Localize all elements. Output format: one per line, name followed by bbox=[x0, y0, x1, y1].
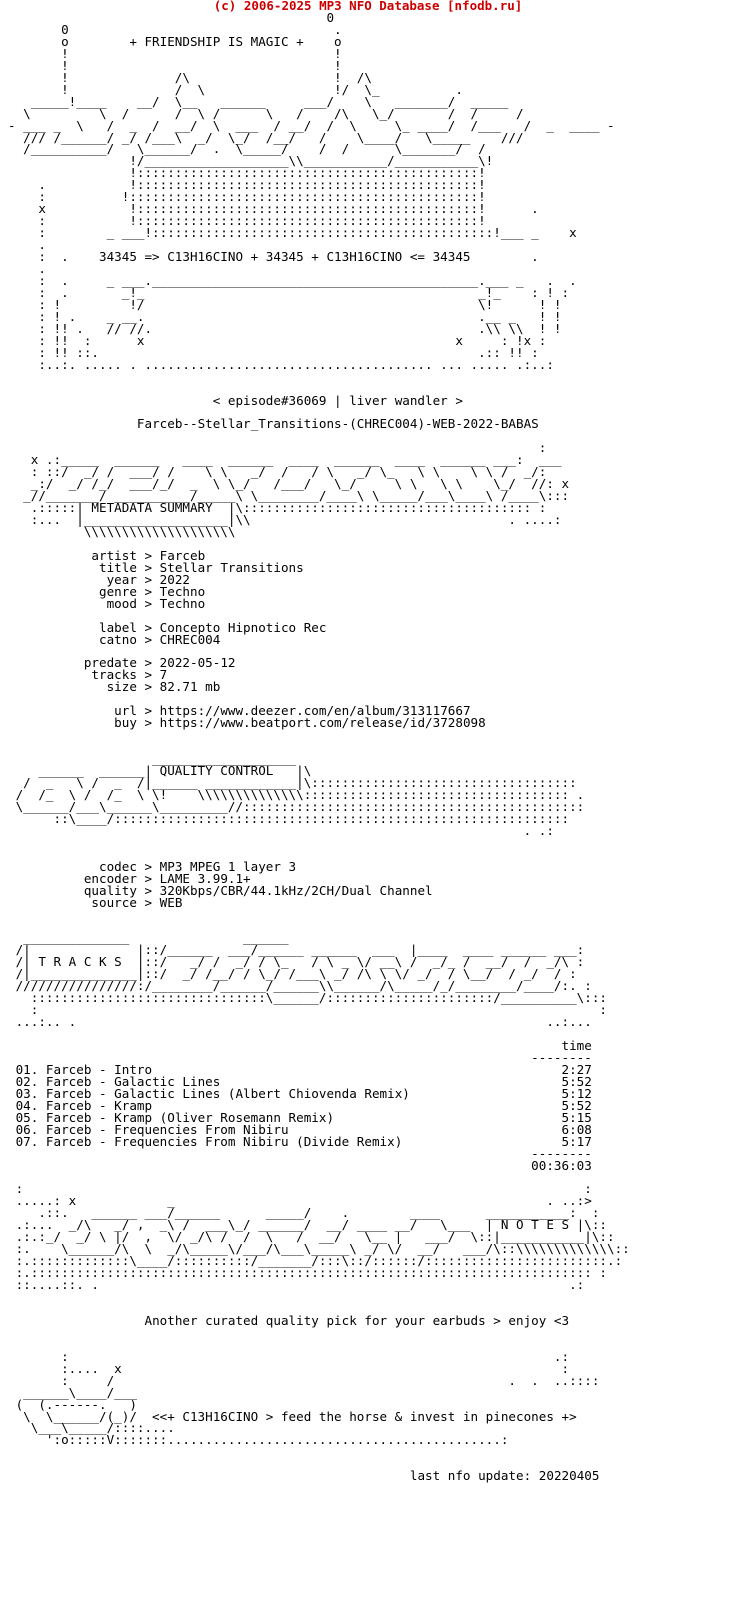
qc-encoder-value: LAME 3.99.1+ bbox=[159, 870, 251, 886]
meta-year-value: 2022 bbox=[159, 571, 190, 587]
track-duration: 5:52 bbox=[561, 1073, 592, 1089]
qc-quality-value: 320Kbps/CBR/44.1kHz/2CH/Dual Channel bbox=[159, 882, 433, 898]
nfo-document: 0 0 . o + FRIENDSHIP IS MAGIC + o ! ! ! ! ! /\ ! /\ ! / \ !/ \_ . _____!____ __/ \__ ______ ___/ \ _______/ _____ \ \ / / \ / \ / /\ \_/ / / / - ___ _ \ / _ / __/ \ ___ / __/ / \ \_ ____/ /___ / _ ____ - /// /______/ _/ /___\ _/ \_/ /__/ / \____/ \_____ /// /__________/ \______/ . \_____/ / / \_______/ / !/___________________\\___________/___________\! !:::::::::::::::::::::::::::::::::::::::::::::! . !:::::::::::::::::::::::::::::::::::::::::::::! : !::::::::::::::::::::::::::::::::::::::::::::::! x !:::::::::::::::::::::::::::::::::::::::::::::! . : !:::::::::::::::::::::::::::::::::::::::::::::! : _ ___!:::::::::::::::::::::::::::::::::::::::::::::!___ _ x . : . 34345 => C13H16CINO + 34345 + C13H16CINO <= 34345 . . : . _ ___.___________________________________________.___ _ . . : . _!_ _!_ : ! : : ! !/ \! ! ! : ! . _ __. .__ _ ! ! : !! . // //. .\\ \\ ! ! : !! : x x : !x : : !! ::. .:: !! : :..:. ..... . ...................................... ... ..... .:..: < episode#36069 | liver wandler > Farceb--Stellar_Transitions-(CHREC004)-WEB-2022-BABAS : x .:_____ ______ ____ ______ ____ ______ ____ ______ ___: ___ : ::/ _/ / ___/ / \ \ _/ / / \ _/ \_ \ \ \ \ / _/: _:/ _/ /_/ ___/_/ _ \ \_/ /___/ \_/ \ \ \ \ \_/ //: x _//_______/ __________/_____\ \________/____\ \_____/___\____\ /____\::: .:::::| METADATA SUMMARY |\:::::::::::::::::::::::::::::::::::::: : :... |___________________|\\ . ....: \\\\\\\\\\\\\\\\\\\\ artist > Farceb title > Stellar Transitions year > 2022 genre > Techno mood > Techno label > Concepto Hipnotico Rec catno > CHREC004 predate > 2022-05-12 tracks > 7 size > 82.71 mb url > https://www.deezer.com/en/album/313117667 buy > https://www.beatport.com/release/id/3728098 ___________________ ______ ______| QUALITY CONTROL |\ / _ \ / _ /|______ ____________|\::::::::::::::::::::::::::::::::::: / /_ \ / /_ \ \! \\\\\\\\\\\\\\::::::::::::::::::::::::::::::::::: . \______/___\______\_________//::::::::::::::::::::::::::::::::::::::::::::: ::\____/:::::::::::::::::::::::::::::::::::::::::::::::::::::::::::: . .: codec > MP3 MPEG 1 layer 3 encoder > LAME 3.99.1+ quality > 320Kbps/CBR/44.1kHz/2CH/Dual Channel source > WEB ______________ ______ /| |::/______ ___/______ ______ ___ |____ ____ ______ ___: /| T R A C K S |::/ _/ / _/ / \_ / \ _ \/ __\ / _/_ / __/ / _/\ : /|______________|::/ _/ /__/ / \_/ /___\ _/ /\ \ \/ _/ / \__/ / _/ / : ////////////////:/________/______/______\\______/\_____/_/________/____/:. : :::::::::::::::::::::::::::::::\______/::::::::::::::::::::::/__________\::: : : ...:.. . ..:... time -------- 01. Farceb - Intro 2:27 02. Farceb - Galactic Lines 5:52 03. Farceb - Galactic Lines (Albert Chiovenda Remix) 5:12 04. Farceb - Kramp 5:52 05. Farceb - Kramp (Oliver Rosemann Remix) 5:15 06. Farceb - Frequencies From Nibiru 6:08 07. Farceb - Frequencies From Nibiru (Divide Remix) 5:17 -------- 00:36:03 : : .....: x _ . ..:> .::. ______ ___/______ _____/ . ____ ___________: : .:... _/\ _/ , _\ / ___\_/ ______/ __/ ____ __/ \___ | N O T E S |\:: .:.:_/ _/ \ |/ , \/ _/\ / / \ / __/ \__ | ___/ \::|___________|\:: :. \______/\ \ _/\_____\/___/\___\_____\ _/ \/ __/ ___/\::\\\\\\\\\\\\\:: :.:::::::::::::\____/::::::::::/_______/:::\::/::::::/::::::::::::::::::::::::.: :.:::::::::::::::::::::::::::::::::::::::::::::::::::::::::::::::::::::::::: : ::....::. . .: Another curated quality pick for your earbuds > enjoy <3 : .: :.... x : : / . . ..:::: ______\____/___ ( (.------. ) \ \______/(_)/ <<+ C13H16CINO > feed the horse & invest in pinecones +> \___\_____/::::.... ':o:::::V:::::::............................................: last nfo update: 20220405 bbox=[8, 10, 630, 1484]
last-update-label: last nfo update: bbox=[409, 1468, 532, 1484]
track-duration: 5:52 bbox=[561, 1097, 592, 1113]
track-number: 02. bbox=[8, 1073, 46, 1089]
notes-banner: : : .....: x _ . ..:> .::. ______ ___/______ _____/ . ____ ___________: : .:... _/\ _/ , _\ / ___\_/ ______/ __/ ____ __/ \___ | N O T E S |\:: .:.:_/ _/ \ |/ , \/ _/\ / / \ / __/ \__ | ___/ \::|___________|\:: :. \______/\ \ _/\_____\/___/\___\_____\ _/ \/ __/ ___/\::\\\\\\\\\\\\\:: :.:::::::::::::\____/::::::::::/_______/:::\::/::::::/::::::::::::::::::::::::.: :.:::::::::::::::::::::::::::::::::::::::::::::::::::::::::::::::::::::::::: : ::....::. . .: bbox=[15, 1181, 630, 1293]
track-title: Farceb - Galactic Lines (Albert Chiovenda Remix) bbox=[45, 1085, 410, 1101]
track-list bbox=[8, 1062, 592, 1149]
track-number: 06. bbox=[8, 1121, 46, 1137]
meta-mood-value: Techno bbox=[159, 595, 206, 611]
meta-tracks-value: 7 bbox=[159, 667, 168, 683]
tracks-top-rule: -------- bbox=[531, 1049, 592, 1065]
meta-genre-value: Techno bbox=[159, 583, 206, 599]
metadata-summary-banner: : x .:_____ ______ ____ ______ ____ ______ ____ ______ ___: ___ : ::/ _/ / ___/ / \ \ _/ / / \ _/ \_ \ \ \ \ / _/: _:/ _/ /_/ ___/_/ _ \ \_/ /___/ \_/ \ \ \ \ \_/ //: x _//_______/ __________/_____\ \________/____\ \_____/___\____\ /____\::: .:::::| METADATA SUMMARY |\:::::::::::::::::::::::::::::::::::::: : :... |___________________|\\ . ....: \\\\\\\\\\\\\\\\\\\\ bbox=[23, 440, 570, 539]
footer-art: : .: :.... x : : / . . ..:::: ______\____/___ ( (.------. ) \ \______/(_)/ <<+ C13H16CINO > feed the horse & invest in pinecones +> \___\_____/::::.... ':o:::::V:::::::............................................: bbox=[15, 1348, 600, 1448]
track-duration: 5:17 bbox=[561, 1133, 592, 1149]
tracks-time-header: time bbox=[561, 1037, 592, 1053]
notes-text: Another curated quality pick for your earbuds > enjoy <3 bbox=[144, 1312, 570, 1328]
qc-codec-value: MP3 MPEG 1 layer 3 bbox=[159, 858, 297, 874]
track-number: 04. bbox=[8, 1097, 46, 1113]
tracks-bottom-rule: -------- bbox=[531, 1145, 592, 1161]
meta-size-value: 82.71 mb bbox=[159, 679, 221, 695]
track-number: 03. bbox=[8, 1085, 46, 1101]
track-title: Farceb - Frequencies From Nibiru (Divide Remix) bbox=[45, 1133, 403, 1149]
meta-buy-value: https://www.beatport.com/release/id/3728098 bbox=[159, 715, 486, 731]
track-row bbox=[8, 1134, 592, 1149]
track-number: 05. bbox=[8, 1109, 46, 1125]
quality-control-banner: ___________________ ______ ______| QUALITY CONTROL |\ / _ \ / _ /|______ ____________|\::::::::::::::::::::::::::::::::::: / /_ \ / /_ \ \! \\\\\\\\\\\\\\::::::::::::::::::::::::::::::::::: . \______/___\______\_________//::::::::::::::::::::::::::::::::::::::::::::: ::\____/:::::::::::::::::::::::::::::::::::::::::::::::::::::::::::: . .: bbox=[15, 751, 585, 838]
meta-artist-value: Farceb bbox=[159, 547, 206, 563]
track-title: Farceb - Intro bbox=[45, 1061, 153, 1077]
art-banner-top: 0 0 . o + FRIENDSHIP IS MAGIC + o ! ! ! ! ! /\ ! /\ ! / \ !/ \_ . _____!____ __/ \__ ______ ___/ \ _______/ _____ \ \ / / \ / \ / /\ \_/ / / / - ___ _ \ / _ / __/ \ ___ / __/ / \ \_ ____/ /___ / _ ____ - /// /______/ _/ /___\ _/ \_/ /__/ / \____/ \_____ /// /__________/ \______/ . \_____/ / / \_______/ / !/___________________\\___________/___________\! !:::::::::::::::::::::::::::::::::::::::::::::! . !:::::::::::::::::::::::::::::::::::::::::::::! : !::::::::::::::::::::::::::::::::::::::::::::::! x !:::::::::::::::::::::::::::::::::::::::::::::! . : !:::::::::::::::::::::::::::::::::::::::::::::! : _ ___!:::::::::::::::::::::::::::::::::::::::::::::!___ _ x . : . 34345 => C13H16CINO + 34345 + C13H16CINO <= 34345 . . : . _ ___.___________________________________________.___ _ . . : . _!_ _!_ : ! : : ! !/ \! ! ! : ! . _ __. .__ _ ! ! : !! . // //. .\\ \\ ! ! : !! : x x : !x : : !! ::. .:: !! : :..:. ..... . ...................................... ... ..... .:..: bbox=[8, 10, 615, 372]
track-duration: 6:08 bbox=[561, 1121, 592, 1137]
meta-label-value: Concepto Hipnotico Rec bbox=[159, 619, 327, 635]
episode-line: < episode#36069 | liver wandler > bbox=[212, 392, 463, 408]
track-duration: 5:15 bbox=[561, 1109, 592, 1125]
release-name: Farceb--Stellar_Transitions-(CHREC004)-WEB-2022-BABAS bbox=[136, 416, 539, 432]
last-update-value: 20220405 bbox=[538, 1468, 600, 1484]
track-title: Farceb - Kramp bbox=[45, 1097, 153, 1113]
meta-url-value: https://www.deezer.com/en/album/313117667 bbox=[159, 703, 471, 719]
meta-predate-value: 2022-05-12 bbox=[159, 655, 236, 671]
track-title: Farceb - Kramp (Oliver Rosemann Remix) bbox=[45, 1109, 335, 1125]
track-number: 01. bbox=[8, 1061, 46, 1077]
track-duration: 2:27 bbox=[561, 1061, 592, 1077]
track-duration: 5:12 bbox=[561, 1085, 592, 1101]
qc-source-value: WEB bbox=[159, 894, 183, 910]
track-number: 07. bbox=[8, 1133, 46, 1149]
track-title: Farceb - Frequencies From Nibiru bbox=[45, 1121, 289, 1137]
meta-title-value: Stellar Transitions bbox=[159, 559, 304, 575]
tracks-banner: ______________ ______ /| |::/______ ___/______ ______ ___ |____ ____ ______ ___: /| T R A C K S |::/ _/ / _/ / \_ / \ _ \/ __\ / _/_ / __/ / _/\ : /|______________|::/ _/ /__/ / \_/ /___\ _/ /\ \ \/ _/ / \__/ / _/ / : ////////////////:/________/______/______\\______/\_____/_/________/____/:. : :::::::::::::::::::::::::::::::\______/::::::::::::::::::::::/__________\::: : : ...:.. . ..:... bbox=[15, 930, 607, 1030]
track-title: Farceb - Galactic Lines bbox=[45, 1073, 221, 1089]
meta-catno-value: CHREC004 bbox=[159, 631, 221, 647]
nfodb-credit-header: (c) 2006-2025 MP3 NFO Database [nfodb.ru] bbox=[213, 0, 523, 13]
tracks-total-time: 00:36:03 bbox=[531, 1157, 592, 1173]
